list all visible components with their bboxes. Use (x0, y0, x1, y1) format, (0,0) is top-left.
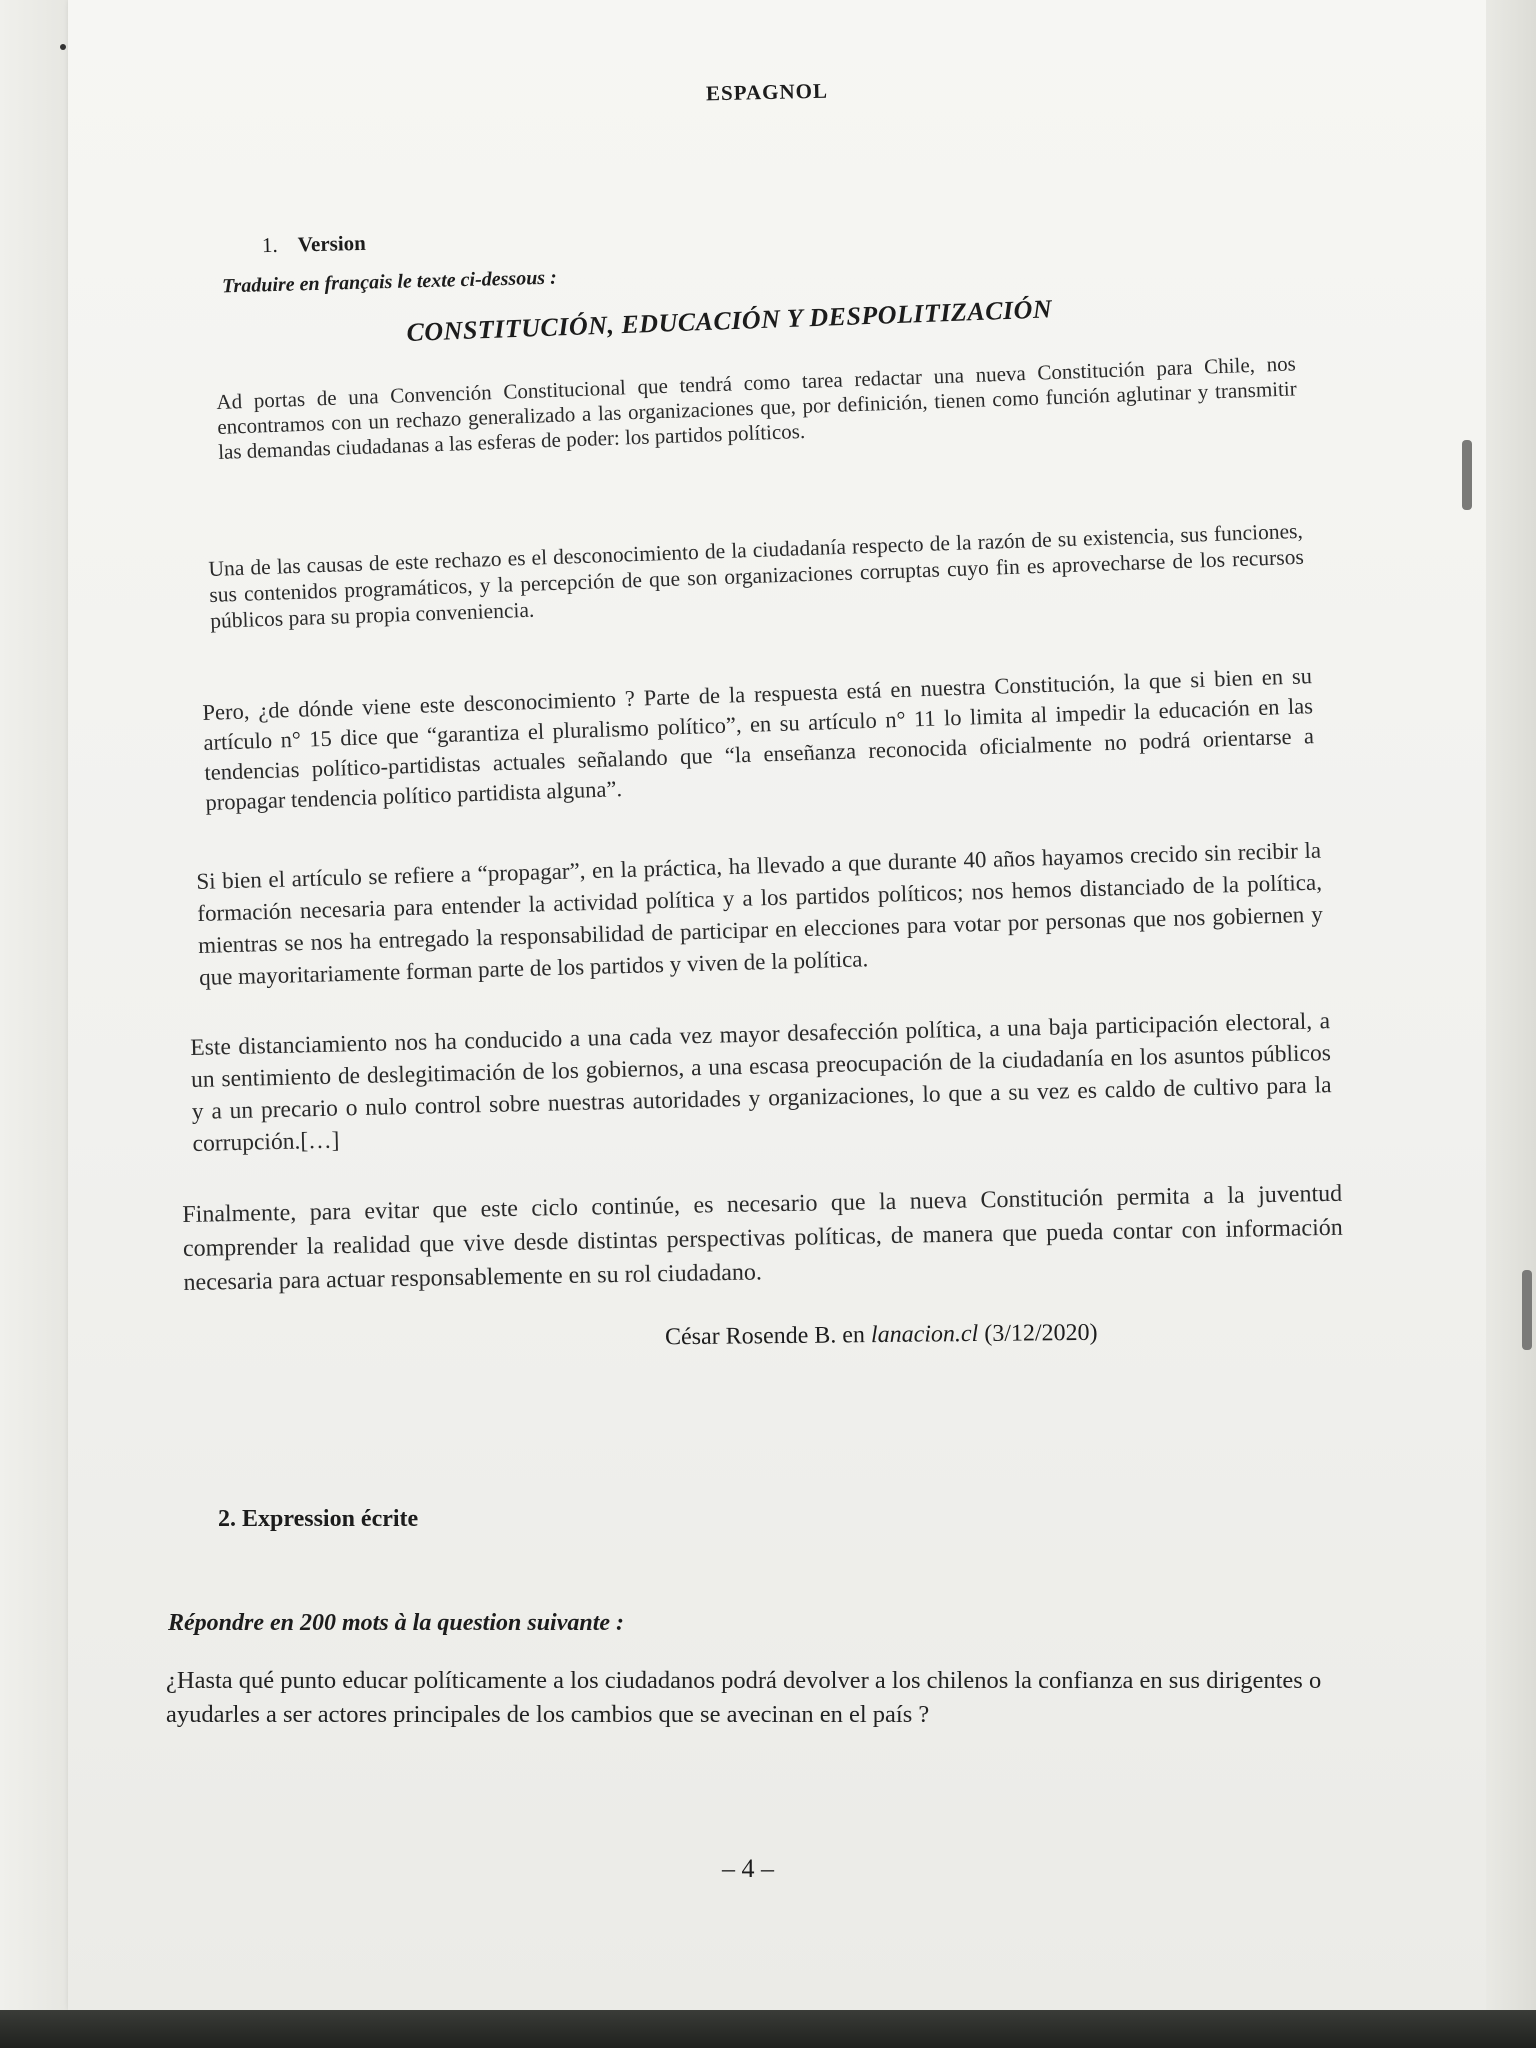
adjacent-page-edge (0, 0, 72, 2048)
article-paragraph-1: Ad portas de una Convención Constitucional que tendrá como tarea redactar una nueva Constitución para Chile, nos encontramos con un rechazo generalizado a las organizaciones que, por definición, tienen como función aglutinar y transmitir las demandas ciudadanas a las esferas de poder: los partidos políticos. (216, 351, 1298, 464)
section-2-title: Expression écrite (242, 1506, 419, 1532)
page-stack-edge (1486, 0, 1536, 2010)
table-surface (0, 2010, 1536, 2048)
article-paragraph-4: Si bien el artículo se refiere a “propagar”, en la práctica, ha llevado a que durante 40 años hayamos crecido sin recibir la formación necesaria para entender la actividad política y a los partidos políticos; nos hemos distanciado de la política, mientras se nos ha entregado la responsabilidad de participar en elecciones para votar por personas que nos gobiernen y que mayoritariamente forman parte de los partidos y viven de la política. (196, 837, 1324, 990)
subject-header: ESPAGNOL (705, 78, 829, 106)
section-1-number: 1. (261, 232, 279, 258)
section-1-heading (262, 231, 366, 258)
ink-dot (60, 44, 66, 50)
binder-clip (1462, 440, 1472, 510)
section-2-instruction: Répondre en 200 mots à la question suivante : (168, 1610, 625, 1636)
section-2-number: 2. (218, 1506, 236, 1532)
page-number: – 4 – (722, 1854, 774, 1883)
publication-date: (3/12/2020) (984, 1319, 1098, 1347)
source-name: lanacion.cl (870, 1320, 979, 1349)
article-paragraph-3: Pero, ¿de dónde viene este desconocimiento ? Parte de la respuesta está en nuestra Constitución, la que si bien en su artículo n° 15 dice que “garantiza el pluralismo político”, en su artículo n° 11 lo limita al impedir la educación en las tendencias político-partidistas actuales señalando que “la enseñanza reconocida oficialmente no podrá orientarse a propagar tendencia político partidista alguna”. (202, 663, 1315, 815)
section-1-instruction: Traduire en français le texte ci-dessous : (221, 266, 558, 298)
article-paragraph-6: Finalmente, para evitar que este ciclo continúe, es necesario que la nueva Constitución permita a la juventud comprender la realidad que vive desde distintas perspectivas políticas, de manera que pueda contar con información necesaria para actuar responsablemente en su rol ciudadano. (182, 1180, 1343, 1296)
section-2-heading (218, 1506, 418, 1533)
essay-question: ¿Hasta qué punto educar políticamente a los ciudadanos podrá devolver a los chilenos la confianza en sus dirigentes o ayudarles a ser actores principales de los cambios que se avecinan en el país ? (166, 1667, 1322, 1728)
article-paragraph-2: Una de las causas de este rechazo es el desconocimiento de la ciudadanía respecto de la razón de su existencia, sus funciones, sus contenidos programáticos, y la percepción de que son organizaciones corruptas cuyo fin es aprovecharse de los recursos públicos para su propia conveniencia. (208, 518, 1305, 633)
section-1-title: Version (297, 230, 367, 257)
article-paragraph-5: Este distanciamiento nos ha conducido a una cada vez mayor desafección política, a una baja participación electoral, a un sentimiento de deslegitimación de los gobiernos, a una escasa preocupación de la ciudadanía en los asuntos públicos y a un precario o nulo control sobre nuestras autoridades y organizaciones, lo que a su vez es caldo de cultivo para la corrupción.[…] (190, 1008, 1332, 1157)
article-attribution (665, 1320, 1098, 1352)
author-name: César Rosende B. en (664, 1322, 866, 1351)
binder-clip (1522, 1270, 1532, 1350)
article-title: CONSTITUCIÓN, EDUCACIÓN Y DESPOLITIZACIÓN (406, 294, 1053, 347)
